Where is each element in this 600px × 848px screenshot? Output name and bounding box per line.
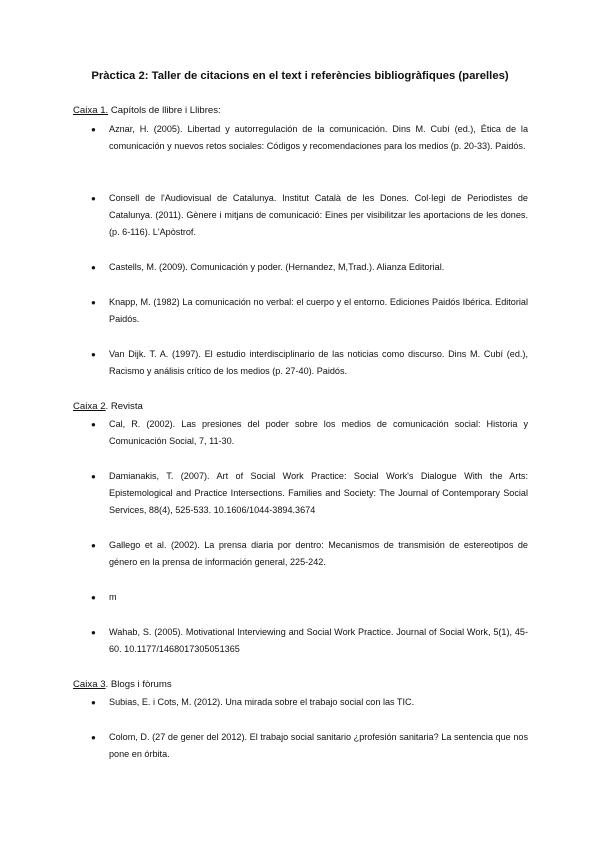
section-heading-caixa-3 — [73, 678, 172, 691]
reference-item — [91, 259, 528, 276]
bullet-icon: ● — [91, 125, 96, 134]
reference-text: Cal, R. (2002). Las presiones del poder sobre los medios de comunicación social: Historia y Comunicación Social, 7, 11-30. — [109, 419, 528, 446]
reference-item — [91, 624, 528, 658]
reference-text: Gallego et al. (2002). La prensa diaria por dentro: Mecanismos de transmisión de estereotipos de género en la prensa de información general, 225-242. — [109, 540, 528, 567]
section-title: Capítols de llibre i Llibres: — [108, 105, 221, 116]
reference-item — [91, 416, 528, 450]
reference-item — [91, 694, 528, 711]
bullet-icon: ● — [91, 194, 96, 203]
reference-text: Wahab, S. (2005). Motivational Interviewing and Social Work Practice. Journal of Social Work, 5(1), 45-60. 10.1177/1468017305051365 — [109, 627, 528, 654]
bullet-icon: ● — [91, 350, 96, 359]
reference-item — [91, 294, 528, 328]
reference-text: Castells, M. (2009). Comunicación y poder. (Hernandez, M,Trad.). Alianza Editorial. — [109, 262, 445, 272]
reference-text: Consell de l'Audiovisual de Catalunya. Institut Català de les Dones. Col·legi de Periodistes de Catalunya. (2011). Gènere i mitjans de comunicació: Eines per visibilitzar les aportacions de les dones. (p. 6-116). L'Apòstrof. — [109, 193, 528, 237]
reference-text: Aznar, H. (2005). Libertad y autorregulación de la comunicación. Dins M. Cubí (ed.), Ética de la comunicación y nuevos retos sociales: Códigos y recomendaciones para los medios (p. 20-33). Paidós. — [109, 124, 528, 151]
section-label: Caixa 2 — [73, 401, 106, 412]
reference-text: Colom, D. (27 de gener del 2012). El trabajo social sanitario ¿profesión sanitaria? La sentencia que nos pone en órbita. — [109, 732, 528, 759]
bullet-icon: ● — [91, 298, 96, 307]
reference-text: Knapp, M. (1982) La comunicación no verbal: el cuerpo y el entorno. Ediciones Paidós Ibérica. Editorial Paidós. — [109, 297, 528, 324]
bullet-icon: ● — [91, 628, 96, 637]
reference-item — [91, 121, 528, 155]
reference-item — [91, 346, 528, 380]
bullet-icon: ● — [91, 698, 96, 707]
reference-item — [91, 190, 528, 241]
section-heading-caixa-1 — [73, 104, 221, 117]
page-title: Pràctica 2: Taller de citacions en el text i referències bibliogràfiques (parelles) — [91, 70, 509, 82]
bullet-icon: ● — [91, 593, 96, 602]
reference-item — [91, 468, 528, 519]
reference-text: m — [109, 592, 117, 602]
bullet-icon: ● — [91, 733, 96, 742]
reference-text: Van Dijk. T. A. (1997). El estudio interdisciplinario de las noticias como discurso. Dins M. Cubí (ed.), Racismo y análisis crítico de los medios (p. 27-40). Paidós. — [109, 349, 528, 376]
reference-item — [91, 729, 528, 763]
section-heading-caixa-2 — [73, 400, 143, 413]
section-label: Caixa 1. — [73, 105, 109, 116]
bullet-icon: ● — [91, 263, 96, 272]
section-title: . Blogs i fòrums — [105, 679, 172, 690]
bullet-icon: ● — [91, 541, 96, 550]
reference-text: Subias, E. i Cots, M. (2012). Una mirada sobre el trabajo social con las TIC. — [109, 697, 415, 707]
reference-text: Damianakis, T. (2007). Art of Social Work Practice: Social Work's Dialogue With the Arts: Epistemological and Practice Intersections. Families and Society: The Journal of Contemporary Social Services, 88(4), 525-533. 10.1606/1044-3894.3674 — [109, 471, 528, 515]
bullet-icon: ● — [91, 420, 96, 429]
reference-item — [91, 589, 528, 606]
section-title: . Revista — [105, 401, 143, 412]
bullet-icon: ● — [91, 472, 96, 481]
reference-item — [91, 537, 528, 571]
section-label: Caixa 3 — [73, 679, 106, 690]
